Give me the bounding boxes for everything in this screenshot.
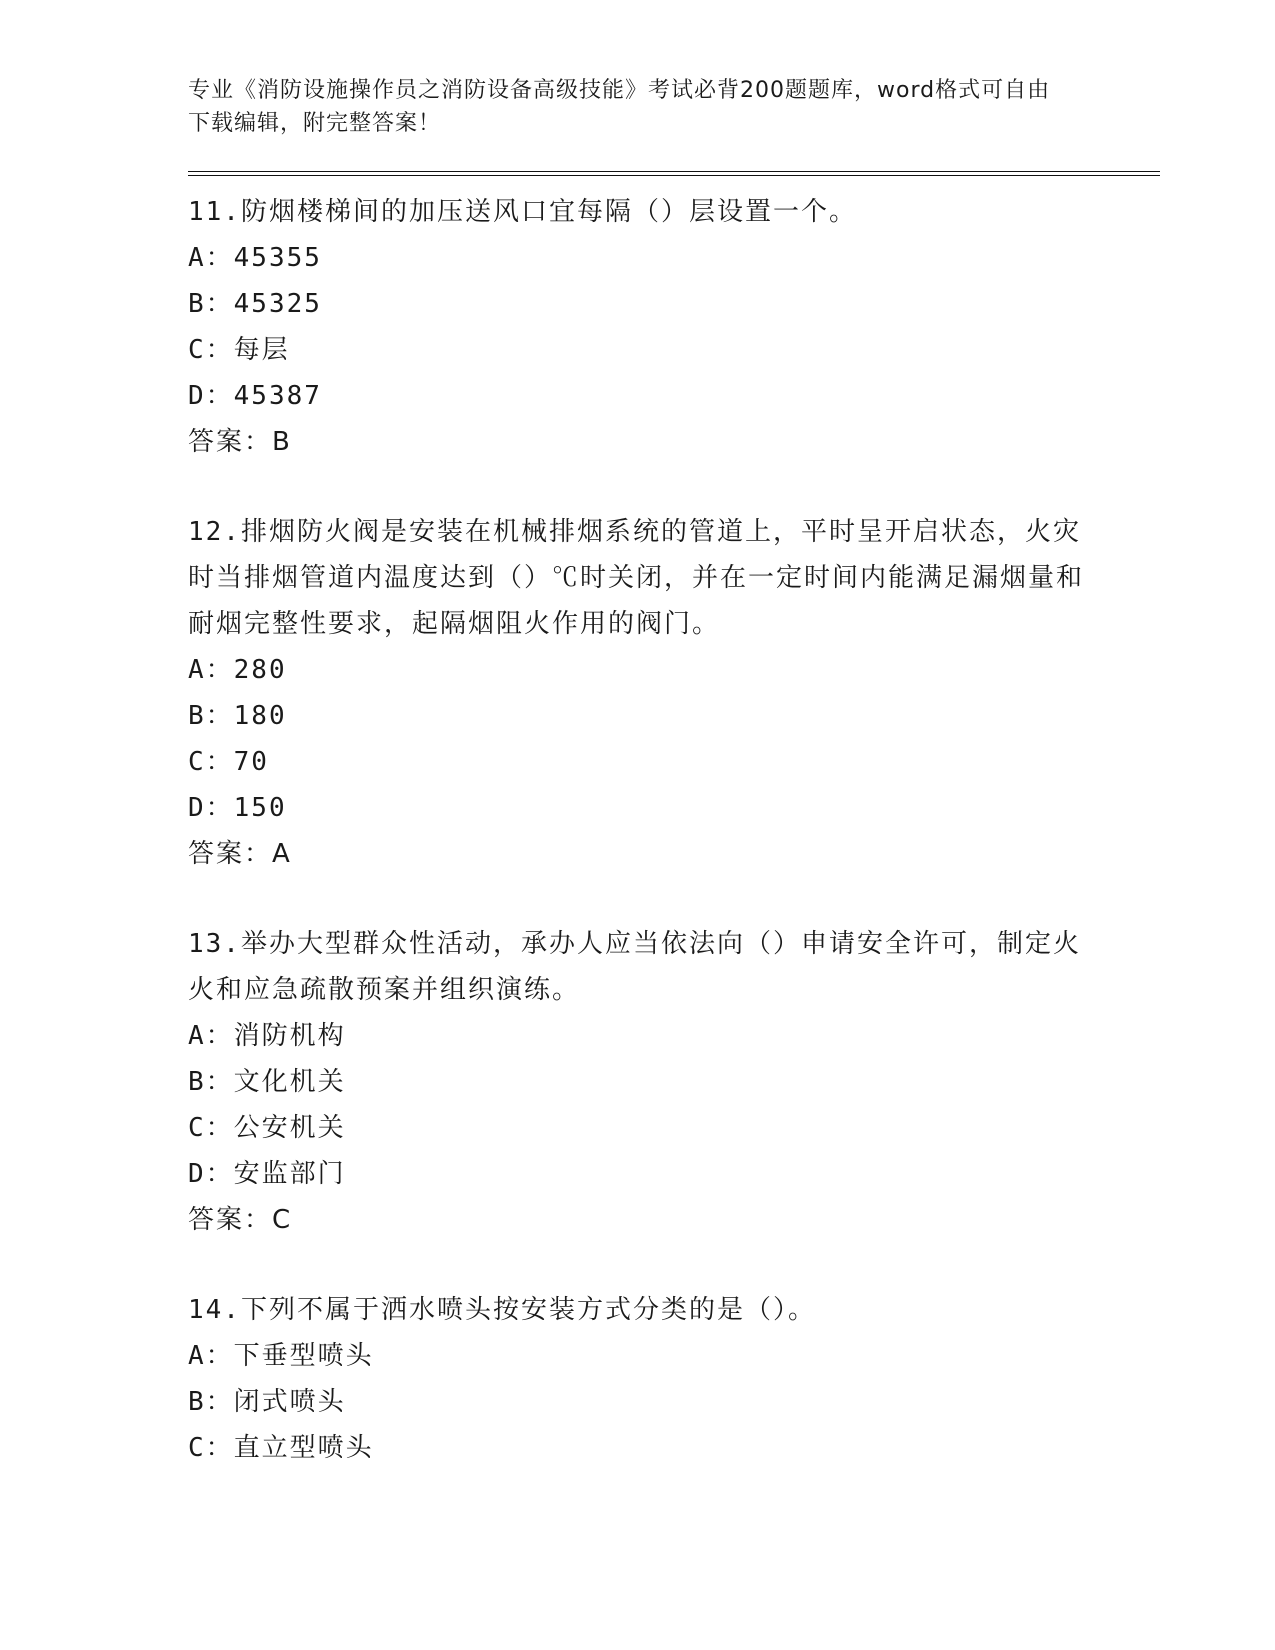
question-11 [188, 189, 1088, 465]
option-d: D：150 [188, 793, 287, 823]
option-b: B：文化机关 [188, 1067, 346, 1097]
option-a: A：消防机构 [188, 1021, 346, 1051]
option-d: D：安监部门 [188, 1159, 346, 1189]
question-list [188, 189, 1088, 1515]
answer-line: 答案：B [188, 427, 292, 457]
document-header [188, 74, 1068, 140]
question-stem: 11.防烟楼梯间的加压送风口宜每隔（）层设置一个。 [188, 197, 857, 227]
option-c: C：70 [188, 747, 269, 777]
option-c: C：每层 [188, 335, 290, 365]
question-stem: 13.举办大型群众性活动，承办人应当依法向（）申请安全许可，制定火火和应急疏散预案并组织演练。 [188, 929, 1081, 1005]
header-divider-bottom [188, 175, 1160, 176]
option-b: B：180 [188, 701, 287, 731]
question-12 [188, 509, 1088, 877]
question-13 [188, 921, 1088, 1243]
option-b: B：45325 [188, 289, 322, 319]
option-c: C：直立型喷头 [188, 1433, 374, 1463]
answer-line: 答案：C [188, 1205, 293, 1235]
question-stem: 14.下列不属于洒水喷头按安装方式分类的是（）。 [188, 1295, 816, 1325]
option-c: C：公安机关 [188, 1113, 346, 1143]
option-d: D：45387 [188, 381, 322, 411]
option-b: B：闭式喷头 [188, 1387, 346, 1417]
option-a: A：45355 [188, 243, 322, 273]
question-stem: 12.排烟防火阀是安装在机械排烟系统的管道上，平时呈开启状态，火灾时当排烟管道内温度达到（）℃时关闭，并在一定时间内能满足漏烟量和耐烟完整性要求，起隔烟阻火作用的阀门。 [188, 517, 1085, 639]
header-title: 专业《消防设施操作员之消防设备高级技能》考试必背200题题库，word格式可自由下载编辑，附完整答案！ [188, 78, 1051, 136]
question-14 [188, 1287, 1088, 1471]
option-a: A：280 [188, 655, 287, 685]
header-divider-top [188, 171, 1160, 172]
option-a: A：下垂型喷头 [188, 1341, 374, 1371]
answer-line: 答案：A [188, 839, 292, 869]
